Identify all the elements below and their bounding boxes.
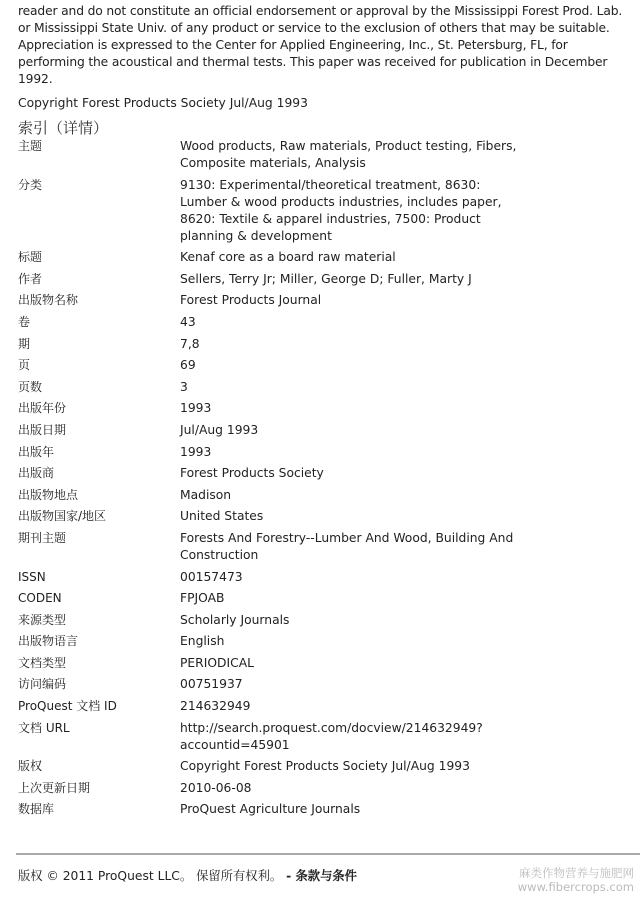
field-value: Scholarly Journals — [180, 612, 290, 627]
field-label: 作者 — [18, 271, 43, 286]
field-value: FPJOAB — [180, 591, 225, 606]
field-label: 出版年份 — [18, 401, 67, 416]
metadata-row — [18, 612, 618, 629]
metadata-row — [18, 138, 618, 172]
copyright-line: Copyright Forest Products Society Jul/Aug 1993 — [18, 96, 308, 110]
field-value: Sellers, Terry Jr; Miller, George D; Fuller, Marty J — [180, 271, 472, 286]
field-value: 00157473 — [180, 569, 243, 584]
field-value: 9130: Experimental/theoretical treatment, 8630: Lumber & wood products industries, includes paper, 8620: Textile & apparel industries, 7500: Product planning & development — [180, 177, 502, 243]
field-value: 69 — [180, 358, 196, 373]
field-label: 出版商 — [18, 466, 55, 481]
metadata-row — [18, 336, 618, 353]
metadata-row — [18, 530, 618, 564]
metadata-row — [18, 590, 618, 607]
metadata-row — [18, 314, 618, 331]
field-label: 页 — [18, 358, 31, 373]
watermark-line2: www.fibercrops.com — [517, 880, 634, 894]
watermark — [518, 866, 634, 894]
field-label: 上次更新日期 — [18, 780, 91, 795]
field-label: 标题 — [18, 250, 43, 265]
metadata-row — [18, 633, 618, 650]
metadata-row — [18, 758, 618, 775]
field-value: Wood products, Raw materials, Product testing, Fibers, Composite materials, Analysis — [180, 139, 517, 170]
field-label: 文档类型 — [18, 655, 67, 670]
metadata-row — [18, 801, 618, 818]
metadata-table — [18, 138, 618, 823]
field-label: 主题 — [18, 139, 43, 153]
metadata-row — [18, 292, 618, 309]
metadata-row — [18, 780, 618, 797]
metadata-row — [18, 249, 618, 266]
field-label: 页数 — [18, 379, 43, 394]
metadata-row — [18, 676, 618, 693]
metadata-row — [18, 400, 618, 417]
metadata-row — [18, 177, 618, 245]
metadata-row — [18, 422, 618, 439]
field-value: Forest Products Society — [180, 466, 324, 481]
field-label: 访问编码 — [18, 677, 67, 692]
metadata-row — [18, 655, 618, 672]
field-value: United States — [180, 509, 264, 524]
field-label: 出版物地点 — [18, 487, 79, 502]
field-value: Kenaf core as a board raw material — [180, 250, 396, 265]
field-label: 期刊主题 — [18, 530, 67, 545]
field-label: 版权 — [18, 759, 43, 774]
field-label: 出版物名称 — [18, 293, 79, 308]
field-value: 1993 — [180, 401, 212, 416]
metadata-row — [18, 487, 618, 504]
metadata-row — [18, 271, 618, 288]
index-heading: 索引（详情） — [18, 119, 109, 137]
field-value: 214632949 — [180, 699, 251, 714]
field-label: 期 — [18, 336, 31, 351]
field-value: Jul/Aug 1993 — [180, 422, 259, 437]
field-value: 1993 — [180, 444, 212, 459]
footer — [18, 866, 357, 884]
field-label: CODEN — [18, 591, 62, 606]
abstract-text: reader and do not constitute an official endorsement or approval by the Mississippi Forest Prod. Lab. or Mississippi State Univ. of any product or service to the exclusion of others that may be suitable. Appreciation is expressed to the Center for Applied Engineering, Inc., St. Petersburg, FL, for performing the acoustical and thermal tests. This paper was received for publication in December 1992. — [18, 4, 623, 86]
footer-copyright: 版权 © 2011 ProQuest LLC。 保留所有权利。 — [18, 869, 283, 883]
field-value: Forest Products Journal — [180, 293, 322, 308]
metadata-row — [18, 465, 618, 482]
field-value: Forests And Forestry--Lumber And Wood, Building And Construction — [180, 530, 514, 562]
field-value: PERIODICAL — [180, 655, 254, 670]
field-label: 出版物语言 — [18, 634, 79, 649]
field-value: English — [180, 634, 225, 649]
metadata-row — [18, 508, 618, 525]
field-value: ProQuest Agriculture Journals — [180, 802, 361, 817]
field-label: 出版物国家/地区 — [18, 509, 107, 524]
field-value: 2010-06-08 — [180, 780, 252, 795]
footer-divider — [16, 853, 640, 855]
field-value: 3 — [180, 379, 188, 394]
terms-link[interactable]: - 条款与条件 — [286, 869, 357, 883]
field-value[interactable]: http://search.proquest.com/docview/214632949?accountid=45901 — [180, 720, 483, 752]
metadata-row — [18, 569, 618, 586]
field-value: Madison — [180, 487, 232, 502]
metadata-row — [18, 357, 618, 374]
field-label: 来源类型 — [18, 612, 67, 627]
field-value: 43 — [180, 314, 196, 329]
watermark-line1: 麻类作物营养与施肥网 — [519, 866, 634, 880]
field-label: 出版年 — [18, 444, 55, 459]
metadata-row — [18, 379, 618, 396]
field-label: 出版日期 — [18, 422, 67, 437]
metadata-row — [18, 698, 618, 715]
field-label: 文档 URL — [18, 720, 70, 735]
field-value: 00751937 — [180, 677, 243, 692]
field-label: 分类 — [18, 177, 43, 192]
metadata-row — [18, 444, 618, 461]
field-label: 卷 — [18, 314, 31, 329]
field-value: Copyright Forest Products Society Jul/Aug 1993 — [180, 759, 470, 774]
field-label: 数据库 — [18, 802, 55, 817]
field-label: ProQuest 文档 ID — [18, 699, 117, 714]
field-value: 7,8 — [180, 336, 200, 351]
field-label: ISSN — [18, 569, 46, 584]
metadata-row — [18, 720, 618, 754]
